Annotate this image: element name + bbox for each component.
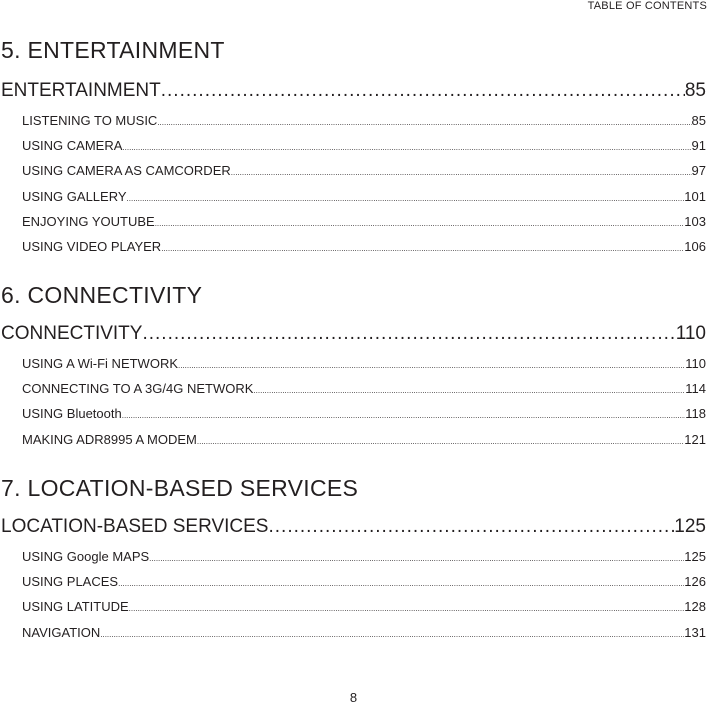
toc-entry[interactable]	[22, 214, 706, 232]
toc-entry[interactable]	[22, 432, 706, 450]
toc-page-number: 97	[691, 163, 706, 178]
toc-entry-label: USING A Wi-Fi NETWORK	[22, 356, 178, 371]
toc-entry-label: USING LATITUDE	[22, 599, 129, 614]
toc-page-number: 114	[685, 381, 706, 396]
toc-entry[interactable]	[22, 549, 706, 567]
dot-leader	[100, 630, 684, 639]
toc-entry[interactable]	[22, 625, 706, 643]
dot-leader	[122, 143, 691, 152]
toc-main-entry[interactable]	[1, 80, 706, 104]
toc-entry-label: ENJOYING YOUTUBE	[22, 214, 155, 229]
toc-main-entry[interactable]	[1, 516, 706, 540]
toc-entry[interactable]	[22, 189, 706, 207]
toc-entry-label: MAKING ADR8995 A MODEM	[22, 432, 197, 447]
toc-page-number: 103	[684, 214, 706, 229]
toc-entry-label: USING CAMERA AS CAMCORDER	[22, 163, 231, 178]
toc-entry-label: LOCATION-BASED SERVICES	[1, 516, 269, 537]
toc-entry-label: CONNECTIVITY	[1, 323, 143, 344]
dot-leader	[118, 579, 684, 588]
toc-entry-label: CONNECTING TO A 3G/4G NETWORK	[22, 381, 254, 396]
chapter-heading: 7. LOCATION-BASED SERVICES	[1, 475, 359, 501]
toc-entry-label: USING Bluetooth	[22, 406, 122, 421]
toc-page-number: 125	[684, 549, 706, 564]
toc-page-number: 121	[684, 432, 706, 447]
dot-leader	[253, 386, 685, 395]
toc-entry-label: NAVIGATION	[22, 625, 101, 640]
toc-entry[interactable]	[22, 574, 706, 592]
toc-page-number: 110	[685, 356, 706, 371]
toc-entry[interactable]	[22, 356, 706, 374]
toc-entry[interactable]	[22, 599, 706, 617]
toc-page-number: 101	[684, 189, 706, 204]
chapter-heading: 5. ENTERTAINMENT	[1, 37, 225, 63]
toc-entry-label: USING Google MAPS	[22, 549, 150, 564]
dot-leader	[122, 411, 686, 420]
toc-page-number: 106	[684, 239, 706, 254]
dot-leader	[268, 516, 674, 538]
dot-leader	[178, 361, 685, 370]
dot-leader	[129, 604, 685, 613]
toc-page-number: 125	[674, 516, 706, 537]
dot-leader	[127, 194, 685, 203]
toc-page-number: 126	[684, 574, 706, 589]
dot-leader	[155, 219, 685, 228]
dot-leader	[197, 437, 684, 446]
dot-leader	[157, 118, 691, 127]
toc-entry[interactable]	[22, 381, 706, 399]
toc-entry[interactable]	[22, 138, 706, 156]
dot-leader	[161, 244, 684, 253]
toc-page-number: 91	[691, 138, 706, 153]
toc-page-number: 110	[675, 323, 706, 344]
page-number: 8	[349, 690, 358, 705]
toc-entry-label: USING VIDEO PLAYER	[22, 239, 162, 254]
dot-leader	[149, 554, 684, 563]
toc-entry[interactable]	[22, 239, 706, 257]
toc-entry-label: USING PLACES	[22, 574, 119, 589]
toc-entry[interactable]	[22, 406, 706, 424]
toc-page-number: 131	[684, 625, 706, 640]
toc-entry[interactable]	[22, 113, 706, 131]
running-header: TABLE OF CONTENTS	[587, 0, 707, 12]
dot-leader	[142, 323, 675, 345]
chapter-heading: 6. CONNECTIVITY	[1, 282, 203, 308]
toc-entry-label: USING GALLERY	[22, 189, 127, 204]
toc-page-number: 118	[685, 406, 706, 421]
dot-leader	[231, 168, 692, 177]
toc-entry-label: LISTENING TO MUSIC	[22, 113, 158, 128]
toc-entry-label: ENTERTAINMENT	[1, 80, 161, 101]
toc-page-number: 128	[684, 599, 706, 614]
toc-entry[interactable]	[22, 163, 706, 181]
toc-entry-label: USING CAMERA	[22, 138, 123, 153]
dot-leader	[161, 80, 685, 102]
toc-page-number: 85	[684, 80, 706, 101]
toc-main-entry[interactable]	[1, 323, 706, 347]
toc-page-number: 85	[691, 113, 706, 128]
